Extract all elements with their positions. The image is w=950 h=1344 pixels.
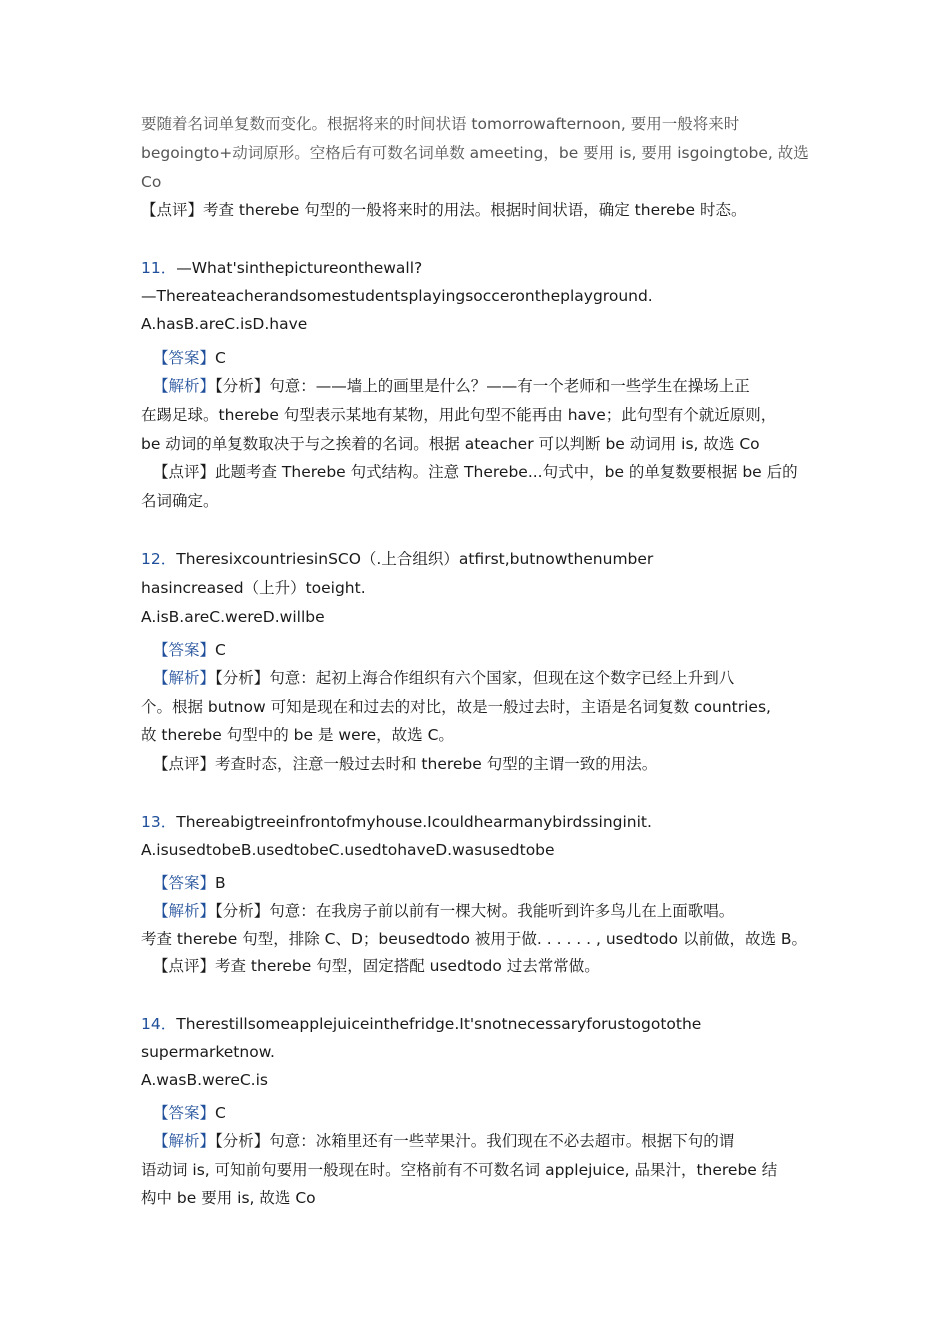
question-text: —Thereateacherandsomestudentsplayingsocceronthepl﻿ayground. [141, 287, 653, 305]
analysis-line [153, 376, 750, 396]
analysis-line [153, 668, 734, 688]
analysis-tag: 【解析】 [153, 377, 216, 395]
options-line: A.isusedtobeB.usedtobeC.usedtohaveD.wasusedtobe [141, 841, 555, 859]
answer-tag: 【答案】 [153, 349, 216, 367]
question-text: Therestillsomeapplejuiceinthefridge.It'snotnecessaryforustogotothe [176, 1015, 702, 1033]
analysis-tag: 【解析】 [153, 669, 216, 687]
answer-tag: 【答案】 [153, 1104, 216, 1122]
analysis-text: 构中 be 要用 is, 故选 Co [141, 1189, 316, 1207]
answer-value: B [215, 874, 226, 892]
answer-tag: 【答案】 [153, 874, 216, 892]
analysis-text: 个。根据 butnow 可知是现在和过去的对比，故是一般过去时，主语是名词复数 countries, [141, 698, 771, 716]
analysis-text: 故 therebe 句型中的 be 是 were，故选 C。 [141, 726, 454, 744]
analysis-text: 语动词 is, 可知前句要用一般现在时。空格前有不可数名词 applejuice, 品果汁，therebe 结 [141, 1161, 778, 1179]
analysis-text: be 动词的单复数取决于与之挨着的名词。根据 ateacher 可以判断 be 动词用 is, 故选 Co [141, 435, 760, 453]
question-text: hasincreased（上升）toeight. [141, 579, 366, 597]
answer-tag: 【答案】 [153, 641, 216, 659]
analysis-tag: 【解析】 [153, 1132, 216, 1150]
analysis-text: 【分析】句意：在我房子前以前有一棵大树。我能听到许多鸟儿在上面歌唱。 [215, 902, 735, 920]
question-14 [141, 1014, 701, 1034]
analysis-text: 在踢足球。therebe 句型表示某地有某物，用此句型不能再由 have；此句型有个就近原则， [141, 406, 777, 424]
answer-line [153, 873, 226, 893]
answer-value: C [215, 1104, 226, 1122]
analysis-line [153, 901, 734, 921]
answer-value: C [215, 349, 226, 367]
answer-line [153, 348, 226, 368]
question-text: TheresixcountriesinSCO（.上合组织）atfirst,butnowthenumber [176, 550, 654, 568]
analysis-text: 【分析】句意：——墙上的画里是什么？——有一个老师和一些学生在操场上正 [215, 377, 750, 395]
comment-line: 【点评】考查 therebe 句型，固定搭配 usedtodo 过去常常做。 [153, 957, 600, 975]
analysis-text: 【分析】句意：冰箱里还有一些苹果汁。我们现在不必去超市。根据下句的谓 [215, 1132, 735, 1150]
question-number: 14． [141, 1015, 177, 1033]
question-12 [141, 549, 653, 569]
question-text: supermarketnow. [141, 1043, 275, 1061]
question-text: —What'sinthepictureonthewall? [176, 259, 423, 277]
answer-line [153, 1103, 226, 1123]
options-line: A.wasB.wereC.is [141, 1071, 268, 1089]
question-13 [141, 812, 652, 832]
text-line: 要随着名词单复数而变化。根据将来的时间状语 tomorrowafternoon, 要用一般将来时 [141, 115, 740, 133]
question-number: 11． [141, 259, 177, 277]
text-line: begoingto+动词原形。空格后有可数名词单数 ameeting，be 要用 is, 要用 isgoingtobe, 故选 [141, 144, 809, 162]
question-number: 13． [141, 813, 177, 831]
analysis-text: 考查 therebe 句型，排除 C、D；beusedtodo 被用于做. . . . . . , usedtodo 以前做，故选 B。 [141, 930, 808, 948]
question-text: Thereabigtreeinfrontofmyhouse.Icouldhearmanybirdssinginit. [176, 813, 652, 831]
comment-line: 【点评】考查 therebe 句型的一般将来时的用法。根据时间状语，确定 therebe 时态。 [141, 201, 747, 219]
options-line: A.isB.areC.wereD.willbe [141, 608, 325, 626]
options-line: A.hasB.areC.isD.have [141, 315, 308, 333]
comment-line: 名词确定。 [141, 492, 219, 510]
analysis-tag: 【解析】 [153, 902, 216, 920]
analysis-line [153, 1131, 734, 1151]
analysis-text: 【分析】句意：起初上海合作组织有六个国家，但现在这个数字已经上升到八 [215, 669, 735, 687]
comment-line: 【点评】考查时态，注意一般过去时和 therebe 句型的主谓一致的用法。 [153, 755, 658, 773]
question-number: 12． [141, 550, 177, 568]
text-line: Co [141, 173, 162, 191]
answer-line [153, 640, 226, 660]
comment-line: 【点评】此题考查 Therebe 句式结构。注意 Therebe...句式中，be 的单复数要根据 be 后的 [153, 463, 798, 481]
question-11 [141, 258, 422, 278]
answer-value: C [215, 641, 226, 659]
